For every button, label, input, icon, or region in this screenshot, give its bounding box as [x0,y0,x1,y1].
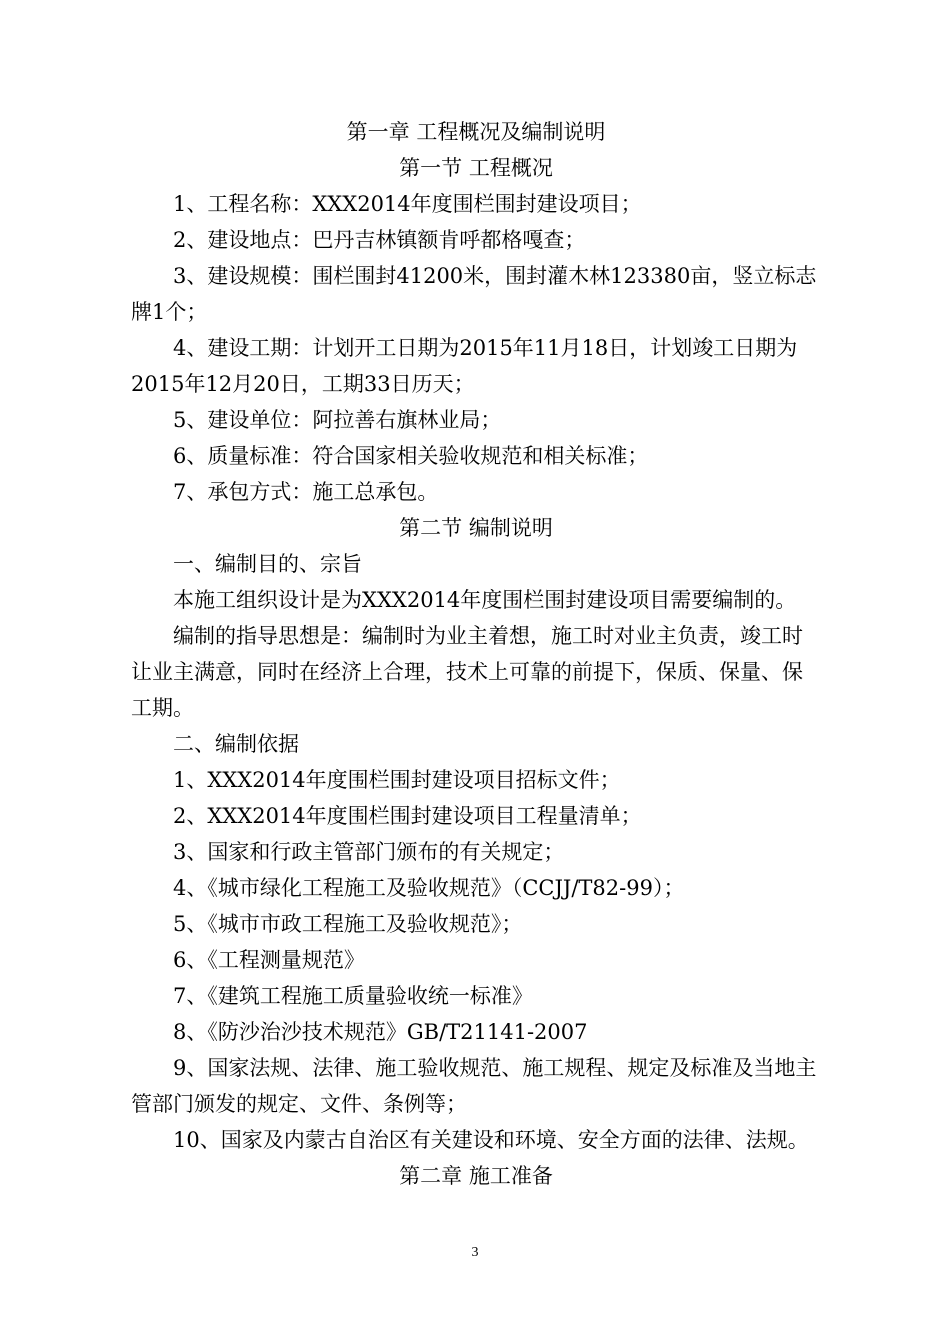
paragraph-guiding-idea-end: 工期。 [131,696,194,720]
basis-item: 8、《防沙治沙技术规范》GB/T21141-2007 [173,1020,588,1044]
chapter-title: 第二章 施工准备 [399,1164,553,1188]
overview-item-quality: 6、质量标准：符合国家相关验收规范和相关标准； [173,444,649,468]
paragraph-purpose: 本施工组织设计是为XXX2014年度围栏围封建设项目需要编制的。 [173,588,797,612]
basis-item: 1、XXX2014年度围栏围封建设项目招标文件； [173,768,621,792]
basis-item: 6、《工程测量规范》 [173,948,365,972]
paragraph-guiding-idea: 编制的指导思想是：编制时为业主着想，施工时对业主负责，竣工时 [173,624,803,648]
basis-item: 5、《城市市政工程施工及验收规范》； [173,912,523,936]
section-title: 第二节 编制说明 [399,516,553,540]
basis-item-continued: 管部门颁发的规定、文件、条例等； [131,1092,467,1116]
page-body [131,114,821,1194]
basis-item: 3、国家和行政主管部门颁布的有关规定； [173,840,565,864]
basis-item: 7、《建筑工程施工质量验收统一标准》 [173,984,533,1008]
overview-item-location: 2、建设地点：巴丹吉林镇额肯呼都格嘎查； [173,228,586,252]
overview-item-schedule-continued: 2015年12月20日，工期33日历天； [131,372,475,396]
basis-item: 4、《城市绿化工程施工及验收规范》（CCJJ/T82-99）； [173,876,685,900]
page-number: 3 [471,1245,479,1260]
basis-item: 2、XXX2014年度围栏围封建设项目工程量清单； [173,804,642,828]
subheading-basis: 二、编制依据 [173,732,299,756]
overview-item-scale-continued: 牌1个； [131,300,208,324]
paragraph-guiding-idea-continued: 让业主满意，同时在经济上合理，技术上可靠的前提下，保质、保量、保 [131,660,803,684]
overview-item-project-name: 1、工程名称：XXX2014年度围栏围封建设项目； [173,192,642,216]
overview-item-scale: 3、建设规模：围栏围封41200米，围封灌木林123380亩，竖立标志 [173,264,817,288]
overview-item-owner: 5、建设单位：阿拉善右旗林业局； [173,408,502,432]
basis-item: 9、国家法规、法律、施工验收规范、施工规程、规定及标准及当地主 [173,1056,817,1080]
chapter-title: 第一章 工程概况及编制说明 [346,120,606,144]
overview-item-schedule: 4、建设工期：计划开工日期为2015年11月18日，计划竣工日期为 [173,336,798,360]
overview-item-contract: 7、承包方式：施工总承包。 [173,480,439,504]
subheading-purpose: 一、编制目的、宗旨 [173,552,362,576]
section-title: 第一节 工程概况 [399,156,553,180]
basis-item: 10、国家及内蒙古自治区有关建设和环境、安全方面的法律、法规。 [173,1128,809,1152]
